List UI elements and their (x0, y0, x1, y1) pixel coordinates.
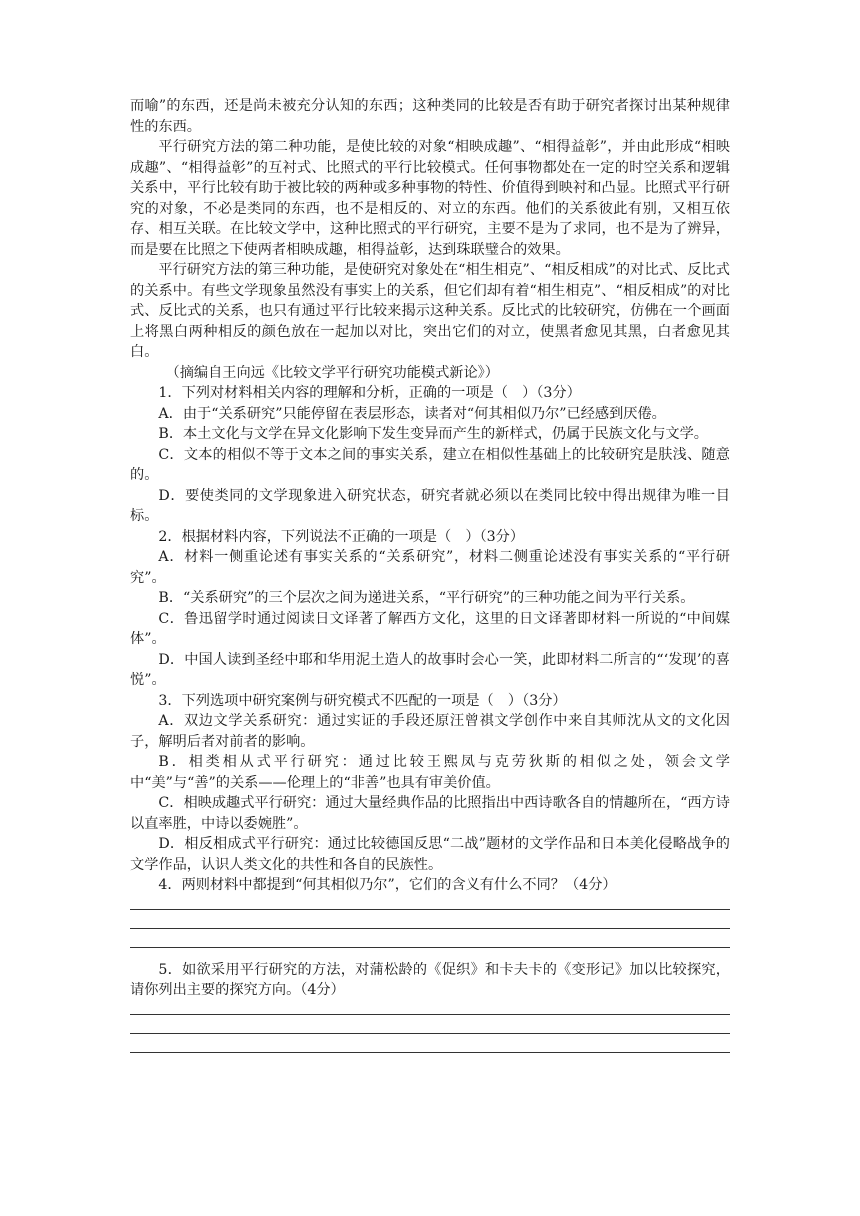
question-1-option-d: D．要使类同的文学现象进入研究状态，研究者就必须以在类同比较中得出规律为唯一目标。 (130, 487, 730, 524)
question-3-option-d: D．相反相成式平行研究：通过比较德国反思“二战”题材的文学作品和日本美化侵略战争的文学作品，认识人类文化的共性和各自的民族性。 (130, 836, 730, 873)
paragraph-second-function: 平行研究方法的第二种功能，是使比较的对象“相映成趣”、“相得益彰”，并由此形成“相映成趣”、“相得益彰”的互衬式、比照式的平行比较模式。任何事物都处在一定的时空关系和逻辑关系中，平行比较有助于被比较的两种或多种事物的特性、价值得到映衬和凸显。比照式平行研究的对象，不必是类同的东西，也不是相反的、对立的东西。他们的关系彼此有别，又相互依存、相互关联。在比较文学中，这种比照式的平行研究，主要不是为了求同，也不是为了辨异，而是要在比照之下使两者相映成趣，相得益彰，达到珠联璧合的效果。 (130, 139, 730, 258)
question-3-option-b: B．相类相从式平行研究：通过比较王熙凤与克劳狄斯的相似之处，领会文学中“美”与“善”的关系——伦理上的“非善”也具有审美价值。 (130, 754, 730, 791)
question-4-stem: 4．两则材料中都提到“何其相似乃尔”，它们的含义有什么不同？（4分） (158, 877, 617, 893)
intro-paragraph-tail: 而喻”的东西，还是尚未被充分认知的东西；这种类同的比较是否有助于研究者探讨出某种规律性的东西。 (130, 98, 730, 135)
question-3-option-a: A．双边文学关系研究：通过实证的手段还原汪曾祺文学创作中来自其师沈从文的文化因子，解明后者对前者的影响。 (130, 713, 730, 750)
question-2-option-b: B．“关系研究”的三个层次之间为递进关系，“平行研究”的三种功能之间为平行关系。 (158, 590, 695, 606)
document-page (130, 96, 730, 1053)
question-2 (130, 527, 730, 691)
answer-line[interactable] (130, 1052, 730, 1053)
question-4 (130, 875, 730, 948)
question-1-option-c: C．文本的相似不等于文本之间的事实关系，建立在相似性基础上的比较研究是肤浅、随意的。 (130, 446, 730, 483)
question-1-option-b: B．本土文化与文学在异文化影响下发生变异而产生的新样式，仍属于民族文化与文学。 (158, 426, 708, 442)
question-2-option-a: A．材料一侧重论述有事实关系的“关系研究”，材料二侧重论述没有事实关系的“平行研究”。 (130, 549, 730, 586)
source-citation: （摘编自王向远《比较文学平行研究功能模式新论》） (165, 364, 499, 381)
paragraph-third-function: 平行研究方法的第三种功能，是使研究对象处在“相生相克”、“相反相成”的对比式、反比式的关系中。有些文学现象虽然没有事实上的关系，但它们却有着“相生相克”、“相反相成”的对比式、反比式的关系，也只有通过平行比较来揭示这种关系。反比式的比较研究，仿佛在一个画面上将黑白两种相反的颜色放在一起加以对比，突出它们的对立，使黑者愈见其黑，白者愈见其白。 (130, 262, 730, 360)
question-3-option-c: C．相映成趣式平行研究：通过大量经典作品的比照指出中西诗歌各自的情趣所在，“西方诗以直率胜，中诗以委婉胜”。 (130, 795, 730, 832)
answer-line[interactable] (130, 1033, 730, 1034)
question-5 (130, 960, 730, 1053)
question-2-option-d: D．中国人读到圣经中耶和华用泥土造人的故事时会心一笑，此即材料二所言的“‘发现’的喜悦”。 (130, 651, 730, 688)
question-3 (130, 691, 730, 876)
answer-line[interactable] (130, 947, 730, 948)
question-1 (130, 383, 730, 527)
question-2-stem: 2．根据材料内容，下列说法不正确的一项是（ ）（3分） (158, 528, 525, 545)
answer-line[interactable] (130, 1014, 730, 1015)
question-1-stem: 1．下列对材料相关内容的理解和分析，正确的一项是（ ）（3分） (158, 385, 581, 401)
question-1-option-a: A．由于“关系研究”只能停留在表层形态，读者对“何其相似乃尔”已经感到厌倦。 (158, 405, 666, 422)
answer-line[interactable] (130, 928, 730, 929)
question-5-stem: 5．如欲采用平行研究的方法，对蒲松龄的《促织》和卡夫卡的《变形记》加以比较探究，请你列出主要的探究方向。（4分） (130, 961, 730, 998)
question-2-option-c: C．鲁迅留学时通过阅读日文译著了解西方文化，这里的日文译著即材料一所说的“中间媒体”。 (130, 610, 730, 647)
answer-line[interactable] (130, 909, 730, 910)
question-3-stem: 3．下列选项中研究案例与研究模式不匹配的一项是（ ）（3分） (158, 692, 567, 709)
